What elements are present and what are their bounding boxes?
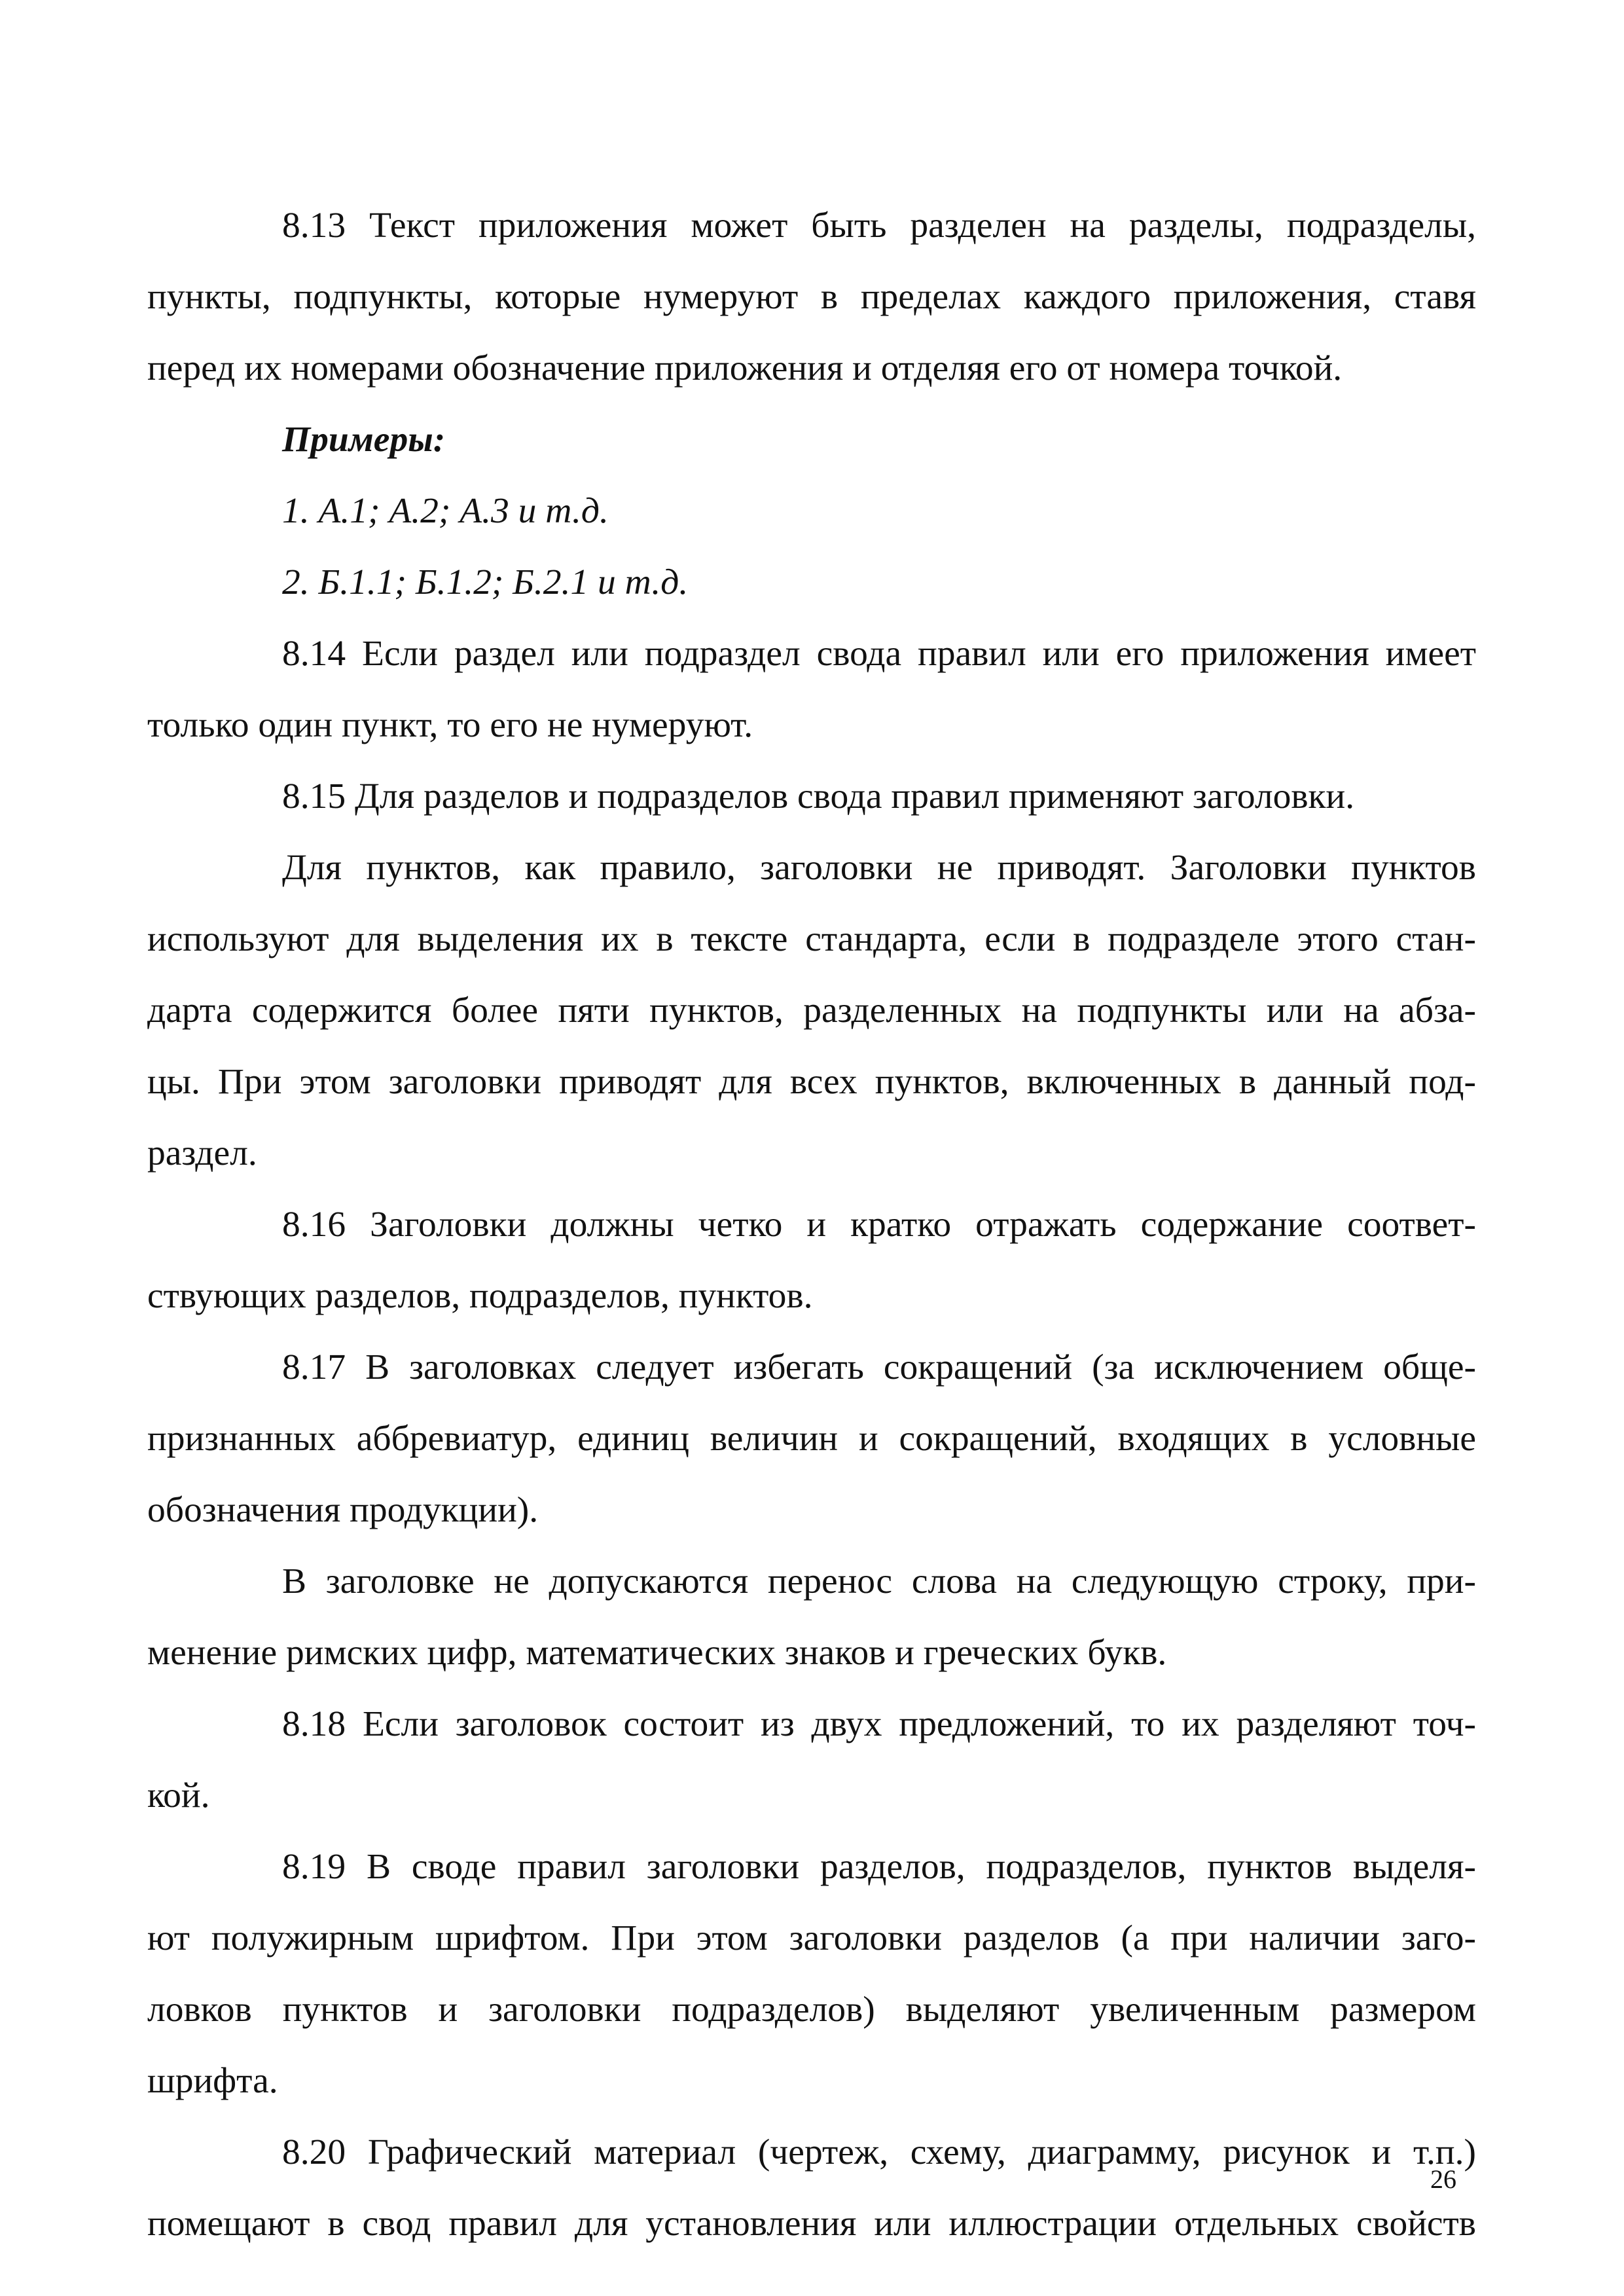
paragraph-line: дарта содержится более пяти пунктов, разделенных на подпункты или на абза- bbox=[147, 991, 1476, 1030]
paragraph-line: 8.13 Текст приложения может быть разделен на разделы, подразделы, bbox=[282, 206, 1476, 246]
paragraph-line: 8.20 Графический материал (чертеж, схему, диаграмму, рисунок и т.п.) bbox=[282, 2132, 1476, 2172]
paragraph-line: 8.14 Если раздел или подраздел свода правил или его приложения имеет bbox=[282, 634, 1476, 674]
paragraph-line: обозначения продукции). bbox=[147, 1490, 539, 1530]
paragraph-line: помещают в свод правил для установления или иллюстрации отдельных свойств bbox=[147, 2204, 1476, 2244]
paragraph-line: только один пункт, то его не нумеруют. bbox=[147, 705, 753, 745]
paragraph-line: 8.15 Для разделов и подразделов свода правил применяют заголовки. bbox=[282, 776, 1355, 816]
paragraph-line: пункты, подпункты, которые нумеруют в пределах каждого приложения, ставя bbox=[147, 277, 1476, 317]
paragraph-line: раздел. bbox=[147, 1133, 257, 1173]
paragraph-line: признанных аббревиатур, единиц величин и сокращений, входящих в условные bbox=[147, 1419, 1476, 1459]
paragraph-8-14 bbox=[147, 618, 1476, 761]
paragraph-line: Для пунктов, как правило, заголовки не приводят. Заголовки пунктов bbox=[282, 848, 1476, 888]
page-body bbox=[147, 190, 1476, 2259]
page-number: 26 bbox=[1430, 2164, 1456, 2194]
example-item: 1. А.1; А.2; А.3 и т.д. bbox=[282, 491, 609, 531]
paragraph-line: В заголовке не допускаются перенос слова на следующую строку, при- bbox=[282, 1561, 1476, 1601]
paragraph-line: менение римских цифр, математических знаков и греческих букв. bbox=[147, 1633, 1167, 1673]
paragraph-8-13 bbox=[147, 190, 1476, 404]
paragraph-8-19 bbox=[147, 1831, 1476, 2117]
paragraph-8-15-continued bbox=[147, 832, 1476, 1189]
paragraph-8-20 bbox=[147, 2117, 1476, 2259]
paragraph-8-17 bbox=[147, 1332, 1476, 1546]
examples-heading: Примеры: bbox=[282, 420, 446, 460]
paragraph-8-15 bbox=[147, 761, 1476, 832]
paragraph-8-16 bbox=[147, 1189, 1476, 1332]
paragraph-line: ствующих разделов, подразделов, пунктов. bbox=[147, 1276, 813, 1316]
paragraph-line: кой. bbox=[147, 1776, 210, 1815]
example-item: 2. Б.1.1; Б.1.2; Б.2.1 и т.д. bbox=[282, 562, 689, 602]
paragraph-8-18 bbox=[147, 1688, 1476, 1831]
paragraph-8-17-continued bbox=[147, 1546, 1476, 1688]
paragraph-line: ловков пунктов и заголовки подразделов) выделяют увеличенным размером bbox=[147, 1990, 1476, 2030]
paragraph-line: используют для выделения их в тексте стандарта, если в подразделе этого стан- bbox=[147, 919, 1476, 959]
paragraph-line: ют полужирным шрифтом. При этом заголовки разделов (а при наличии заго- bbox=[147, 1918, 1476, 1958]
paragraph-line: цы. При этом заголовки приводят для всех пунктов, включенных в данный под- bbox=[147, 1062, 1476, 1102]
paragraph-line: перед их номерами обозначение приложения и отделяя его от номера точкой. bbox=[147, 348, 1343, 388]
paragraph-line: 8.17 В заголовках следует избегать сокращений (за исключением обще- bbox=[282, 1347, 1476, 1387]
paragraph-line: 8.19 В своде правил заголовки разделов, подразделов, пунктов выделя- bbox=[282, 1847, 1476, 1887]
paragraph-line: 8.16 Заголовки должны четко и кратко отражать содержание соответ- bbox=[282, 1205, 1476, 1245]
paragraph-line: 8.18 Если заголовок состоит из двух предложений, то их разделяют точ- bbox=[282, 1704, 1476, 1744]
paragraph-line: шрифта. bbox=[147, 2061, 278, 2101]
